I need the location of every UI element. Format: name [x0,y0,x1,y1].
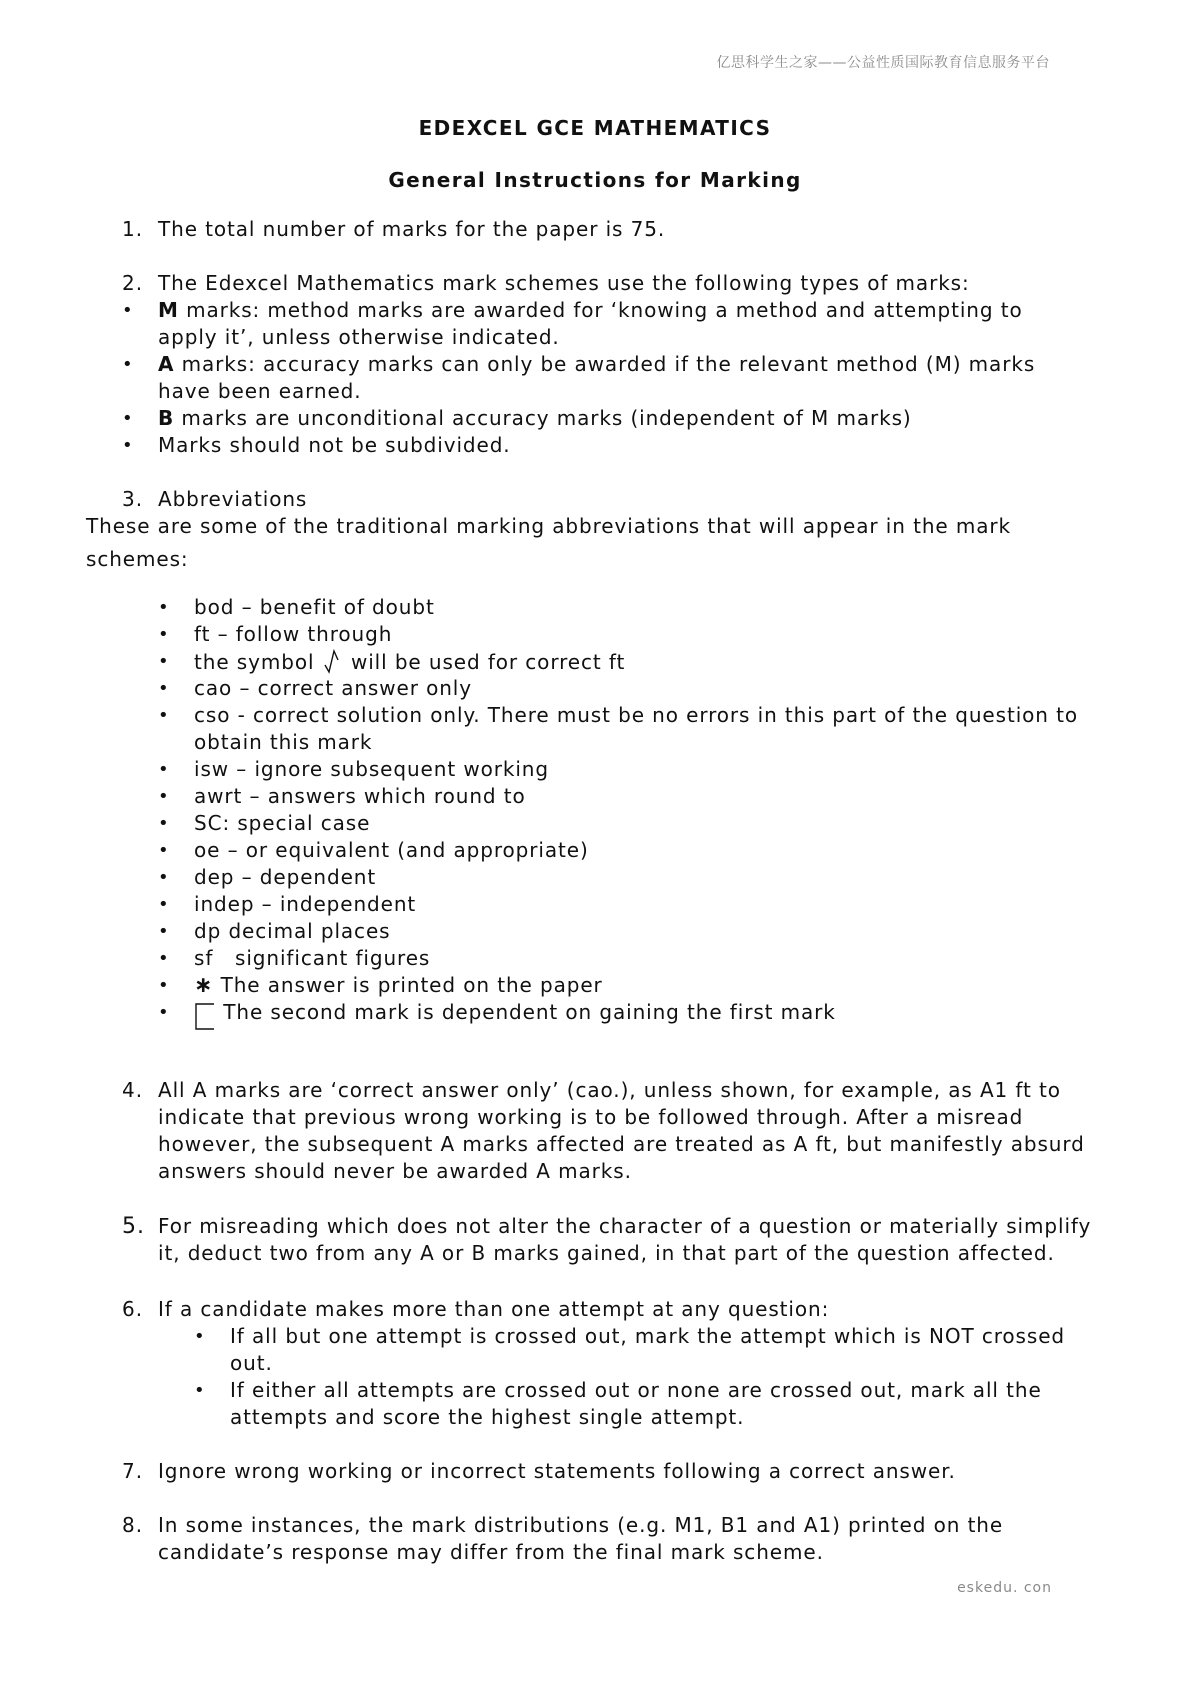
abbrev-isw: isw – ignore subsequent working [194,757,549,781]
abbrev-oe: oe – or equivalent (and appropriate) [194,838,589,862]
bullet-dot: • [158,651,169,672]
section-4-line: All A marks are ‘correct answer only’ (cao.), unless shown, for example, as A1 ft to [158,1078,1061,1102]
abbrev-cao: cao – correct answer only [194,676,472,700]
section-7-number: 7. [122,1459,144,1483]
bullet-dot: • [122,300,133,321]
section-6-bullet-cont: attempts and score the highest single attempt. [230,1405,745,1429]
document-subtitle: General Instructions for Marking [388,168,802,192]
section-6-bullet-cont: out. [230,1351,273,1375]
bullet-dot: • [158,948,169,969]
abbrev-sc: SC: special case [194,811,371,835]
bullet-dot: • [158,975,169,996]
bullet-dot: • [122,435,133,456]
bullet-text: marks are unconditional accuracy marks (independent of M marks) [174,406,912,430]
abbrev-symbol-desc: will be used for correct ft [350,650,626,674]
abbrev-dep: dep – dependent [194,865,377,889]
section-6-text: If a candidate makes more than one attempt at any question: [158,1297,830,1321]
bullet-dot: • [158,597,169,618]
bullet-dot: • [158,867,169,888]
section-5-number: 5. [122,1214,145,1239]
section-3-intro: These are some of the traditional marking abbreviations that will appear in the mark [86,514,1012,538]
abbrev-symbol-label: the symbol [194,650,315,674]
document-title: EDEXCEL GCE MATHEMATICS [418,116,772,140]
section-3-heading: Abbreviations [158,487,308,511]
section-8-line: candidate’s response may differ from the final mark scheme. [158,1540,824,1564]
abbrev-sf: sf significant figures [194,946,431,970]
abbrev-ft: ft – follow through [194,622,393,646]
bullet-text: marks: accuracy marks can only be awarded if the relevant method (M) marks [174,352,1036,376]
dependency-bracket-icon [194,1001,216,1031]
section-2-number: 2. [122,271,144,295]
section-3-intro-cont: schemes: [86,547,189,571]
bullet-dot: • [158,759,169,780]
section-1-number: 1. [122,217,144,241]
section-1-text: The total number of marks for the paper is 75. [158,217,666,241]
bullet-dot: • [158,1002,169,1023]
page-footer-site: eskedu. con [957,1580,1052,1596]
section-4-line: indicate that previous wrong working is to be followed through. After a misread [158,1105,1024,1129]
abbrev-bod: bod – benefit of doubt [194,595,435,619]
section-2-text: The Edexcel Mathematics mark schemes use the following types of marks: [158,271,970,295]
section-4-line: answers should never be awarded A marks. [158,1159,632,1183]
abbrev-bracket-desc: The second mark is dependent on gaining the first mark [223,1000,836,1024]
section-2-bullet-m [158,297,1023,324]
abbrev-symbol [194,648,625,676]
bullet-text: marks: method marks are awarded for ‘knowing a method and attempting to [178,298,1023,322]
section-2-bullet-m-cont: apply it’, unless otherwise indicated. [158,325,560,349]
bullet-dot: • [158,921,169,942]
abbrev-star [194,972,603,999]
abbrev-cso: cso - correct solution only. There must be no errors in this part of the question to [194,703,1079,727]
section-6-bullet: If either all attempts are crossed out or none are crossed out, mark all the [230,1378,1042,1402]
section-8-line: In some instances, the mark distributions (e.g. M1, B1 and A1) printed on the [158,1513,1004,1537]
bullet-dot: • [122,354,133,375]
bullet-dot: • [194,1326,205,1347]
bullet-dot: • [158,894,169,915]
section-5-line: For misreading which does not alter the character of a question or materially simplify [158,1214,1092,1238]
abbrev-star-desc: The answer is printed on the paper [220,973,603,997]
section-2-bullet-a-cont: have been earned. [158,379,362,403]
bullet-dot: • [158,678,169,699]
check-symbol-icon [322,648,344,675]
section-6-bullet: If all but one attempt is crossed out, mark the attempt which is NOT crossed [230,1324,1065,1348]
bullet-dot: • [122,408,133,429]
section-2-bullet-a [158,351,1035,378]
bullet-dot: • [158,705,169,726]
bold-label: M [158,298,179,322]
bullet-dot: • [194,1380,205,1401]
abbrev-dp: dp decimal places [194,919,391,943]
section-4-number: 4. [122,1078,144,1102]
section-3-number: 3. [122,487,144,511]
asterisk-icon: ∗ [194,973,214,998]
section-2-bullet-b [158,405,912,432]
page-header-site: 亿思科学生之家——公益性质国际教育信息服务平台 [716,55,1050,71]
bullet-dot: • [158,624,169,645]
bullet-dot: • [158,840,169,861]
section-5-line: it, deduct two from any A or B marks gained, in that part of the question affected. [158,1241,1055,1265]
abbrev-bracket [194,999,836,1031]
bullet-dot: • [158,786,169,807]
bold-label: A [158,352,175,376]
section-4-line: however, the subsequent A marks affected are treated as A ft, but manifestly absurd [158,1132,1085,1156]
section-8-number: 8. [122,1513,144,1537]
abbrev-awrt: awrt – answers which round to [194,784,526,808]
section-2-bullet-subdivide: Marks should not be subdivided. [158,433,511,457]
section-7-text: Ignore wrong working or incorrect statements following a correct answer. [158,1459,956,1483]
bold-label: B [158,406,175,430]
abbrev-cso-cont: obtain this mark [194,730,373,754]
bullet-dot: • [158,813,169,834]
abbrev-indep: indep – independent [194,892,417,916]
section-6-number: 6. [122,1297,144,1321]
